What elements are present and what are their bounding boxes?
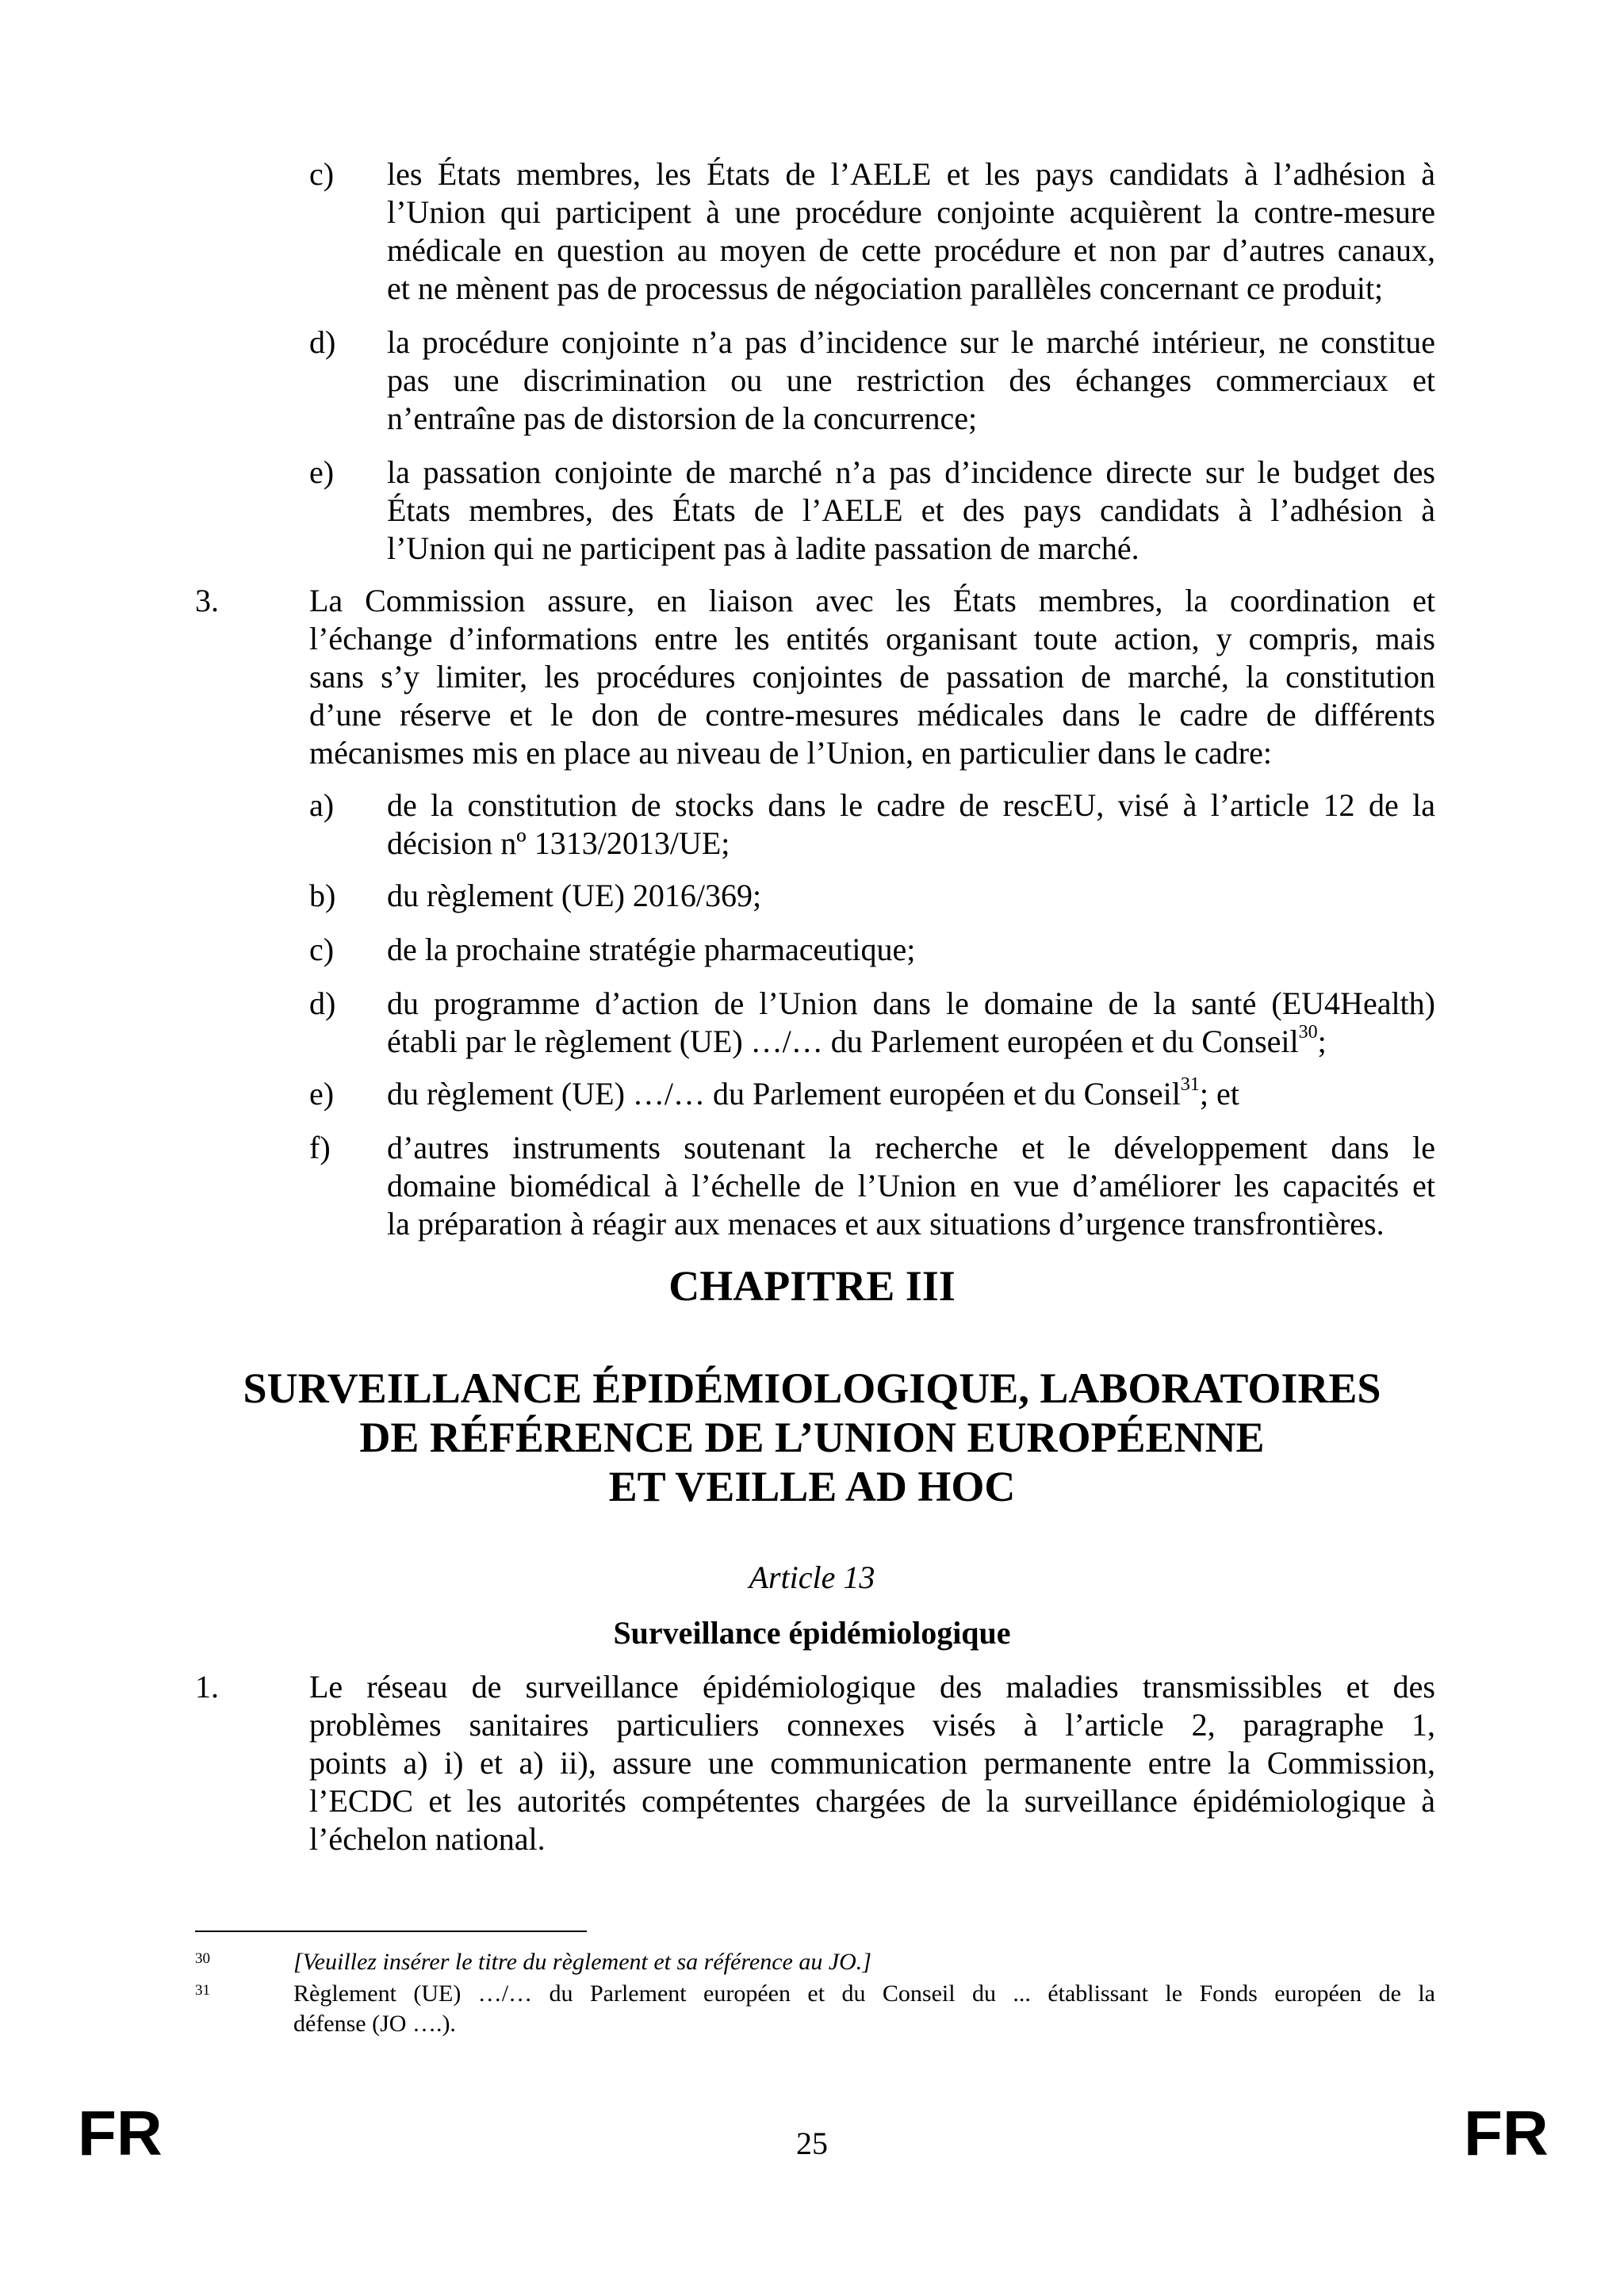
list-item-label: c) — [309, 932, 335, 967]
list-item-label: a) — [309, 787, 335, 823]
article-title: Surveillance épidémiologique — [613, 1615, 1011, 1651]
list-item-label: e) — [309, 454, 335, 490]
paragraph-text: La Commission assure, en liaison avec les États membres, la coordination et l’échange d’informations entre les entités organisant toute action, y compris, mais sans s’y limiter, les procédures conjointes de passation de marché, la constitution d’une réserve et le don de contre-mesures médicales dans le cadre de différents mécanismes mis en place au niveau de l’Union, en particulier dans le cadre: — [309, 583, 1435, 771]
section-heading: SURVEILLANCE ÉPIDÉMIOLOGIQUE, LABORATOIRES DE RÉFÉRENCE DE L’UNION EUROPÉENNE ET VEILLE AD HOC — [243, 1364, 1381, 1510]
list-item-text: du programme d’action de l’Union dans le domaine de la santé (EU4Health) établi par le règlement (UE) …/… du Parlement européen et du Conseil$^{30}$; — [387, 985, 1435, 1059]
article-number: Article 13 — [749, 1559, 875, 1595]
footnote-number: 30 — [195, 1950, 210, 1967]
paragraph-number: 1. — [195, 1669, 219, 1705]
footnote-ref-31[interactable]: 31 — [1180, 1073, 1200, 1095]
language-code-right: FR — [1464, 2098, 1549, 2168]
chapter-heading: CHAPITRE III — [668, 1262, 956, 1310]
list-item-text: de la prochaine stratégie pharmaceutique; — [387, 932, 916, 967]
footnote-number: 31 — [195, 1982, 210, 1999]
page-number: 25 — [796, 2126, 828, 2161]
footnote-text: Règlement (UE) …/… du Parlement européen et du Conseil du ... établissant le Fonds européen de la défense (JO ….). — [293, 1980, 1435, 2037]
footnote-ref-30[interactable]: 30 — [1298, 1021, 1318, 1043]
list-item-text: d’autres instruments soutenant la recherche et le développement dans le domaine biomédical à l’échelle de l’Union en vue d’améliorer les capacités et la préparation à réagir aux menaces et aux situations d’urgence transfrontières. — [387, 1130, 1435, 1242]
list-item-text: la passation conjointe de marché n’a pas d’incidence directe sur le budget des États membres, des États de l’AELE et des pays candidats à l’adhésion à l’Union qui ne participent pas à ladite passation de marché. — [387, 454, 1435, 566]
list-item-text: du règlement (UE) …/… du Parlement européen et du Conseil$^{31}$; et — [387, 1073, 1239, 1112]
list-item-text: du règlement (UE) 2016/369; — [387, 878, 762, 913]
footnote-text: [Veuillez insérer le titre du règlement et sa référence au JO.] — [293, 1949, 871, 1975]
list-item-text: la procédure conjointe n’a pas d’incidence sur le marché intérieur, ne constitue pas une discrimination ou une restriction des échanges commerciaux et n’entraîne pas de distorsion de la concurrence; — [387, 324, 1435, 436]
footnote-separator — [195, 1931, 587, 1932]
list-item-label: f) — [309, 1130, 331, 1165]
list-item-label: b) — [309, 878, 336, 913]
list-item-label: e) — [309, 1076, 335, 1112]
list-item-label: c) — [309, 156, 335, 192]
paragraph-text: Le réseau de surveillance épidémiologique des maladies transmissibles et des problèmes sanitaires particuliers connexes visés à l’article 2, paragraphe 1, points a) i) et a) ii), assure une communication permanente entre la Commission, l’ECDC et les autorités compétentes chargées de la surveillance épidémiologique à l’échelon national. — [309, 1669, 1435, 1857]
list-item-text: les États membres, les États de l’AELE et les pays candidats à l’adhésion à l’Union qui participent à une procédure conjointe acquièrent la contre-mesure médicale en question au moyen de cette procédure et non par d’autres canaux, et ne mènent pas de processus de négociation parallèles concernant ce produit; — [387, 156, 1435, 306]
language-code-left: FR — [78, 2098, 163, 2168]
paragraph-number: 3. — [195, 583, 219, 618]
list-item-label: d) — [309, 985, 336, 1021]
list-item-label: d) — [309, 324, 336, 360]
list-item-text: de la constitution de stocks dans le cadre de rescEU, visé à l’article 12 de la décision nº 1313/2013/UE; — [387, 787, 1435, 861]
